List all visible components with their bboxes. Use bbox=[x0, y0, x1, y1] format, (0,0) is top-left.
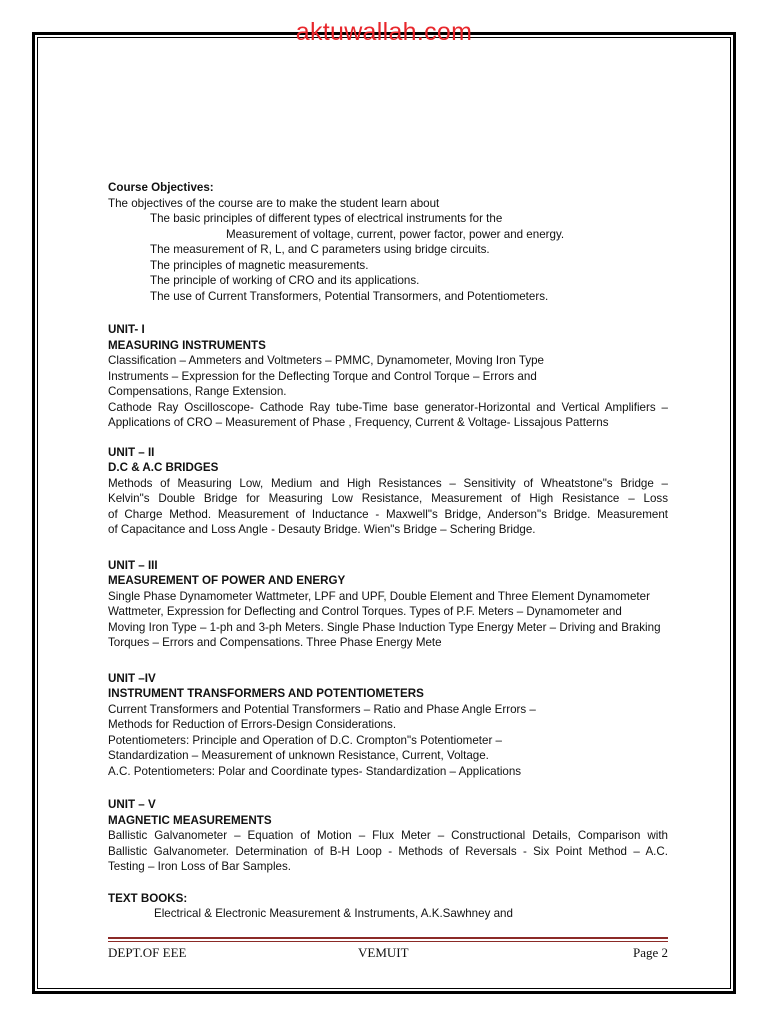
unit-title: D.C & A.C BRIDGES bbox=[108, 461, 219, 474]
unit-title: MEASUREMENT OF POWER AND ENERGY bbox=[108, 574, 346, 587]
unit-line: Compensations, Range Extension. bbox=[108, 385, 287, 398]
textbooks-section bbox=[108, 891, 668, 922]
unit-line: Ballistic Galvanometer. Determination of B-H Loop - Methods of Reversals - Six Point Method – A.C. bbox=[108, 844, 668, 858]
objective-item: The use of Current Transformers, Potential Transormers, and Potentiometers. bbox=[150, 289, 549, 303]
unit-5-section bbox=[108, 797, 668, 875]
unit-4-section bbox=[108, 671, 668, 780]
objective-item: The principle of working of CRO and its applications. bbox=[150, 274, 420, 287]
unit-title: MAGNETIC MEASUREMENTS bbox=[108, 813, 272, 827]
objective-item: The measurement of R, L, and C parameters using bridge circuits. bbox=[150, 243, 490, 256]
unit-line: Standardization – Measurement of unknown Resistance, Current, Voltage. bbox=[108, 749, 489, 762]
unit-line: A.C. Potentiometers: Polar and Coordinate types- Standardization – Applications bbox=[108, 764, 522, 778]
footer-rule bbox=[108, 941, 668, 942]
unit-line: Classification – Ammeters and Voltmeters – PMMC, Dynamometer, Moving Iron Type bbox=[108, 354, 545, 367]
footer-dept: DEPT.OF EEE bbox=[108, 945, 187, 960]
footer-college: VEMUIT bbox=[358, 945, 409, 960]
objective-item: Measurement of voltage, current, power factor, power and energy. bbox=[226, 227, 565, 241]
unit-line: Torques – Errors and Compensations. Three Phase Energy Mete bbox=[108, 636, 442, 649]
footer-page-number: Page 2 bbox=[632, 945, 668, 960]
unit-title: INSTRUMENT TRANSFORMERS AND POTENTIOMETERS bbox=[108, 687, 424, 700]
unit-line: Kelvin"s Double Bridge for Measuring Low Resistance, Measurement of High Resistance – Loss bbox=[108, 492, 668, 505]
unit-label: UNIT – V bbox=[108, 798, 156, 811]
objectives-intro: The objectives of the course are to make the student learn about bbox=[108, 196, 440, 210]
unit-label: UNIT –IV bbox=[108, 671, 156, 685]
unit-line: Testing – Iron Loss of Bar Samples. bbox=[108, 860, 292, 873]
footer-rule bbox=[108, 937, 668, 939]
unit-1-section bbox=[108, 322, 668, 431]
unit-line: Single Phase Dynamometer Wattmeter, LPF and UPF, Double Element and Three Element Dynamometer bbox=[108, 589, 650, 603]
unit-line: Methods for Reduction of Errors-Design Considerations. bbox=[108, 718, 397, 731]
unit-line: Current Transformers and Potential Transformers – Ratio and Phase Angle Errors – bbox=[108, 702, 536, 716]
unit-line: Ballistic Galvanometer – Equation of Motion – Flux Meter – Constructional Details, Comparison with bbox=[108, 829, 668, 842]
objective-item: The basic principles of different types of electrical instruments for the bbox=[150, 212, 503, 225]
objectives-heading: Course Objectives: bbox=[108, 181, 214, 194]
unit-line: Potentiometers: Principle and Operation of D.C. Crompton"s Potentiometer – bbox=[108, 733, 502, 747]
unit-title: MEASURING INSTRUMENTS bbox=[108, 338, 266, 352]
watermark: aktuwallah.com bbox=[295, 18, 473, 46]
unit-line: Wattmeter, Expression for Deflecting and Control Torques. Types of P.F. Meters – Dynamometer and bbox=[108, 605, 622, 618]
textbook-item: Electrical & Electronic Measurement & Instruments, A.K.Sawhney and bbox=[154, 907, 513, 920]
document-body bbox=[108, 180, 668, 922]
unit-line: Moving Iron Type – 1-ph and 3-ph Meters. Single Phase Induction Type Energy Meter – Driving and Braking bbox=[108, 620, 661, 634]
unit-line: of Charge Method. Measurement of Inductance - Maxwell"s Bridge, Anderson"s Bridge. Measurement bbox=[108, 507, 668, 521]
unit-label: UNIT – II bbox=[108, 445, 155, 459]
unit-line: Cathode Ray Oscilloscope- Cathode Ray tube-Time base generator-Horizontal and Vertical Amplifiers – bbox=[108, 400, 668, 414]
textbooks-heading: TEXT BOOKS: bbox=[108, 891, 188, 905]
unit-line: Applications of CRO – Measurement of Phase , Frequency, Current & Voltage- Lissajous Patterns bbox=[108, 416, 609, 429]
unit-3-section bbox=[108, 558, 668, 651]
unit-line: Methods of Measuring Low, Medium and High Resistances – Sensitivity of Wheatstone"s Bridge – bbox=[108, 476, 668, 490]
unit-label: UNIT – III bbox=[108, 558, 158, 572]
page-footer bbox=[108, 945, 668, 963]
unit-label: UNIT- I bbox=[108, 323, 145, 336]
unit-line: Instruments – Expression for the Deflecting Torque and Control Torque – Errors and bbox=[108, 369, 537, 383]
unit-line: of Capacitance and Loss Angle - Desauty Bridge. Wien"s Bridge – Schering Bridge. bbox=[108, 523, 536, 536]
unit-2-section bbox=[108, 445, 668, 538]
objective-item: The principles of magnetic measurements. bbox=[150, 258, 369, 272]
